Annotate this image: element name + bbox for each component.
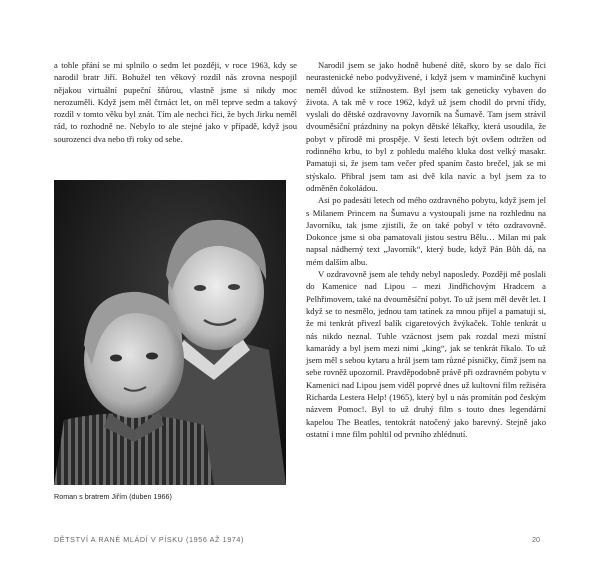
photo: [54, 180, 286, 485]
paragraph: Narodil jsem se jako hodně hubené dítě, skoro by se dalo říci neurastenické nebo podvyživené, i když jsem v maminčině kuchyni neměl důvod ke stížnostem. Byl jsem tak geneticky vybaven do života. A tak mě v roce 1962, když už jsem chodil do první třídy, vyslali do dětské ozdravovny Javorník na Šumavě. Tam jsem strávil dvouměsíční prázdniny na pokyn dětské lékařky, která usoudila, že pobyt v přírodě mi prospěje. V šesti letech být ovšem odtržen od rodinného krbu, to byl z pohledu malého kluka dost velký masakr. Pamatuji si, že jsem tam večer před spaním často brečel, jak se mi stýskalo. Přibral jsem tam asi dvě kila navíc a byl jsem za to odměněn čokoládou.: [306, 60, 546, 193]
photo-image: [54, 180, 286, 485]
paragraph: V ozdravovně jsem ale tehdy nebyl naposledy. Později mě poslali do Kamenice nad Lipou – mezi Jindřichovým Hradcem a Pelhřimovem, také na dvouměsíční pobyt. To už jsem měl devět let. I když se to nesmělo, jednou tam tatínek za mnou přijel a pamatuji si, že mi tenkrát přivezl balík cigaretových žvýkaček. Tohle tenkrát u nás nikdo neznal. Tuhle vzácnost jsem pak rozdal mezi místní kamarády a byl jsem mezi nimi „king“, jak se tenkrát říkalo. To už jsem měl s sebou kytaru a hrál jsem tam různé písničky, čímž jsem na sebe rovněž upozornil. Pravděpodobně právě při ozdravném pobytu v Kamenici nad Lipou jsem viděl poprvé dnes už kultovní film režiséra Richarda Lestera Help! (1965), který byl u nás promítán pod českým názvem Pomoc!. Byl to už druhý film s touto dnes legendární kapelou The Beatles, tentokrát natočený jako barevný. Stejně jako ostatní i mne film pohltil od prvního zhlédnutí.: [306, 269, 546, 439]
page-number: 20: [532, 535, 540, 544]
left-text-column: [54, 59, 297, 145]
right-text-column: [306, 59, 546, 440]
photo-caption: Roman s bratrem Jiřím (duben 1966): [54, 492, 172, 501]
running-title: DĚTSTVÍ A RANÉ MLÁDÍ V PÍSKU (1956 AŽ 1974): [54, 535, 244, 544]
paragraph: Asi po padesáti letech od mého ozdravného pobytu, když jsem jel s Milanem Princem na Šumavu a vystoupali jsme na rozhlednu na Javorníku, tak jsme zjistili, že on také pobyl v této ozdravovně. Dokonce jsme si oba pamatovali jistou sestru Bělu… Milan mi pak napsal nádherný text „Javorník“, který bude, když Pán Bůh dá, na mém dalším albu.: [306, 195, 546, 267]
paragraph: a tohle přání se mi splnilo o sedm let později, v roce 1963, kdy se narodil bratr Jiří. Bohužel ten věkový rozdíl nás zrovna nespojil nějakou virtuální pupeční šňůrou, vlastně jsme si nikdy moc nerozuměli. Když jsem měl čtrnáct let, on měl teprve sedm a takový rozdíl v tomto věku byl znát. Tím ale nechci říci, že bych Jirku neměl rád, to rozhodně ne. Nebylo to ale stejné jako v případě, když jsou sourozenci dva nebo tři roky od sebe.: [54, 60, 297, 144]
